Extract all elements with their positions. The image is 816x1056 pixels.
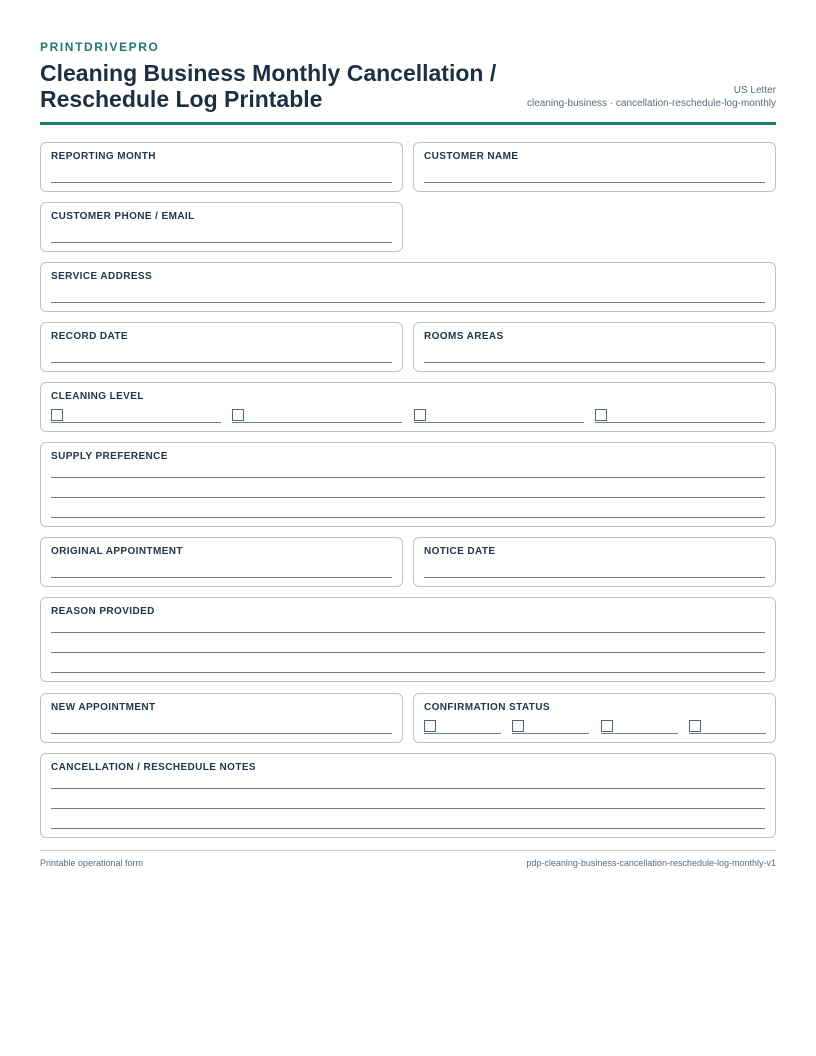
supply-preference-field[interactable] xyxy=(40,442,776,527)
option-line[interactable] xyxy=(232,422,402,423)
write-line[interactable] xyxy=(51,362,392,363)
brand-name: PRINTDRIVEPRO xyxy=(40,40,160,54)
write-line[interactable] xyxy=(51,477,765,478)
record-date-field[interactable] xyxy=(40,322,403,372)
field-label: CANCELLATION / RESCHEDULE NOTES xyxy=(51,762,256,773)
page-title: Cleaning Business Monthly Cancellation / Reschedule Log Printable xyxy=(40,60,497,112)
footer-right: pdp-cleaning-business-cancellation-reschedule-log-monthly-v1 xyxy=(526,858,776,868)
write-line[interactable] xyxy=(424,577,765,578)
field-label: RECORD DATE xyxy=(51,331,128,342)
field-label: CONFIRMATION STATUS xyxy=(424,702,550,713)
customer-name-field[interactable] xyxy=(413,142,776,192)
field-label: NOTICE DATE xyxy=(424,546,496,557)
service-address-field[interactable] xyxy=(40,262,776,312)
notice-date-field[interactable] xyxy=(413,537,776,587)
option-line[interactable] xyxy=(414,422,584,423)
write-line[interactable] xyxy=(51,788,765,789)
write-line[interactable] xyxy=(51,517,765,518)
option-line[interactable] xyxy=(689,733,766,734)
confirmation-status-field xyxy=(413,693,776,743)
field-label: SUPPLY PREFERENCE xyxy=(51,451,168,462)
header-meta xyxy=(527,84,776,112)
write-line[interactable] xyxy=(51,302,765,303)
rooms-areas-field[interactable] xyxy=(413,322,776,372)
field-label: ORIGINAL APPOINTMENT xyxy=(51,546,183,557)
field-label: CUSTOMER NAME xyxy=(424,151,519,162)
checkbox[interactable] xyxy=(51,409,63,421)
customer-contact-field[interactable] xyxy=(40,202,403,252)
option-line[interactable] xyxy=(424,733,501,734)
form-slug: cleaning-business · cancellation-reschedule-log-monthly xyxy=(526,98,776,109)
footer-rule xyxy=(40,850,776,851)
write-line[interactable] xyxy=(51,577,392,578)
field-label: REASON PROVIDED xyxy=(51,606,155,617)
field-label: SERVICE ADDRESS xyxy=(51,271,153,282)
cleaning-level-field xyxy=(40,382,776,432)
option-line[interactable] xyxy=(512,733,589,734)
checkbox[interactable] xyxy=(689,720,701,732)
option-line[interactable] xyxy=(601,733,678,734)
checkbox[interactable] xyxy=(601,720,613,732)
option-line[interactable] xyxy=(595,422,765,423)
paper-size: US Letter xyxy=(733,85,776,96)
checkbox[interactable] xyxy=(232,409,244,421)
field-label: CUSTOMER PHONE / EMAIL xyxy=(51,211,195,222)
write-line[interactable] xyxy=(51,733,392,734)
header xyxy=(40,60,776,112)
checkbox[interactable] xyxy=(595,409,607,421)
write-line[interactable] xyxy=(51,808,765,809)
write-line[interactable] xyxy=(51,652,765,653)
write-line[interactable] xyxy=(51,632,765,633)
option-line[interactable] xyxy=(51,422,221,423)
reason-provided-field[interactable] xyxy=(40,597,776,682)
write-line[interactable] xyxy=(424,362,765,363)
footer-left: Printable operational form xyxy=(40,858,144,868)
page xyxy=(40,40,776,773)
write-line[interactable] xyxy=(424,182,765,183)
field-label: ROOMS AREAS xyxy=(424,331,504,342)
field-label: CLEANING LEVEL xyxy=(51,391,144,402)
new-appointment-field[interactable] xyxy=(40,693,403,743)
write-line[interactable] xyxy=(51,242,392,243)
notes-field[interactable] xyxy=(40,753,776,838)
write-line[interactable] xyxy=(51,672,765,673)
field-label: NEW APPOINTMENT xyxy=(51,702,156,713)
checkbox[interactable] xyxy=(512,720,524,732)
field-label: REPORTING MONTH xyxy=(51,151,156,162)
write-line[interactable] xyxy=(51,182,392,183)
reporting-month-field[interactable] xyxy=(40,142,403,192)
original-appointment-field[interactable] xyxy=(40,537,403,587)
checkbox[interactable] xyxy=(414,409,426,421)
header-rule xyxy=(40,122,776,125)
write-line[interactable] xyxy=(51,497,765,498)
checkbox[interactable] xyxy=(424,720,436,732)
write-line[interactable] xyxy=(51,828,765,829)
